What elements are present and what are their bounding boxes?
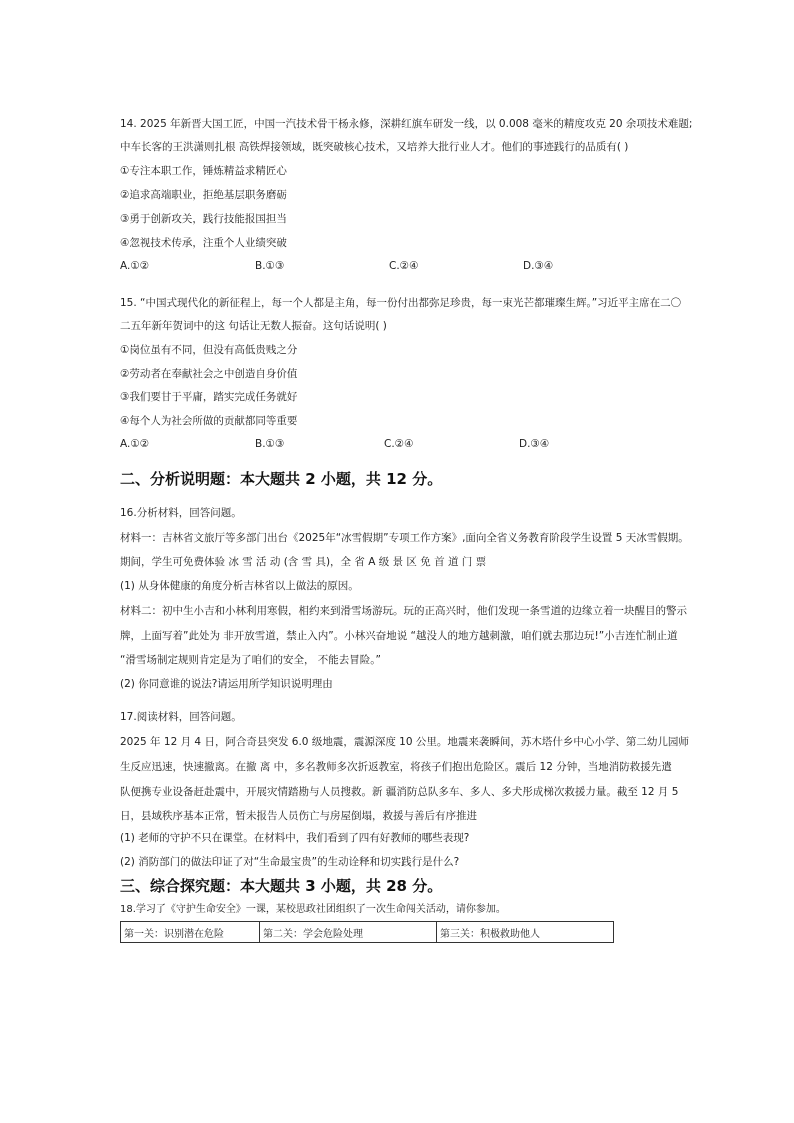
stage-1-cell: 第一关：识别潜在危险 [121,922,260,943]
q17-material-line4: 日，县域秩序基本正常，暂未报告人员伤亡与房屋倒塌，救援与善后有序推进 [120,810,477,822]
q14-item-2: ②追求高端职业，拒绝基层职务磨砺 [120,189,287,201]
section3-heading: 三、综合探究题：本大题共 3 小题，共 28 分。 [120,877,443,895]
q15-item-4: ④每个人为社会所做的贡献都同等重要 [120,415,298,427]
q14-stem-line1: 14. 2025 年新晋大国工匠，中国一汽技术骨干杨永修，深耕红旗车研发一线，以 0.008 毫米的精度攻克 20 余项技术难题; [120,118,693,130]
q14-item-1: ①专注本职工作，锤炼精益求精匠心 [120,165,287,177]
q15-stem-line2: 二五年新年贺词中的这 句话让无数人振奋。这句话说明( ) [120,320,387,332]
q15-option-b[interactable]: B.①③ [255,438,285,450]
q14-stem-line2: 中车长客的王洪潇则扎根 高铁焊接领域，既突破核心技术，又培养大批行业人才。他们的事迹践行的品质有( ) [120,141,629,153]
section2-heading: 二、分析说明题：本大题共 2 小题，共 12 分。 [120,470,443,488]
q15-option-c[interactable]: C.②④ [384,438,414,450]
q16-material1-line2: 期间，学生可免费体验 冰 雪 活 动 (含 雪 具)，全 省 A 级 景 区 免 首 道 门 票 [120,556,487,568]
q14-item-3: ③勇于创新攻关，践行技能报国担当 [120,213,287,225]
q16-material2-line2: 牌，上面写着”此处为 非开放雪道，禁止入内”。小林兴奋地说 “越没人的地方越刺激，咱们就去那边玩!”小吉连忙制止道 [120,630,678,642]
q14-option-a[interactable]: A.①② [120,260,150,272]
stage-2-cell: 第二关：学会危险处理 [260,922,437,943]
q17-material-line3: 队便携专业设备赶赴震中，开展灾情踏勘与人员搜救。新 疆消防总队多车、多人、多犬彤成梯次救援力量。截至 12 月 5 [120,786,679,798]
q17-subquestion-1: (1) 老师的守护不只在课堂。在材料中，我们看到了四有好教师的哪些表现? [120,832,470,844]
q15-option-a[interactable]: A.①② [120,438,150,450]
q15-item-1: ①岗位虽有不同，但没有高低贵贱之分 [120,344,298,356]
q16-subquestion-2: (2) 你同意谁的说法?请运用所学知识说明理由 [120,678,333,690]
stage-3-cell: 第三关：积极救助他人 [437,922,614,943]
q14-item-4: ④忽视技术传承，注重个人业绩突破 [120,237,287,249]
q16-intro: 16.分析材料，回答问题。 [120,507,242,519]
q17-intro: 17.阅读材料，回答问题。 [120,711,242,723]
q17-subquestion-2: (2) 消防部门的做法印证了对“生命最宝贵”的生动诠释和切实践行是什么? [120,856,460,868]
q16-material2-line1: 材料二：初中生小吉和小林利用寒假，相约来到滑雪场游玩。玩的正高兴时，他们发现一条雪道的边缘立着一块醒目的警示 [120,605,687,617]
q16-material1-line1: 材料一：吉林省文旅厅等多部门出台《2025年“冰雪假期”专项工作方案》,面向全省义务教育阶段学生设置 5 天冰雪假期。 [120,532,689,544]
challenge-stage-table [120,921,614,943]
table-row [121,922,614,943]
q15-item-3: ③我们要甘于平庸，踏实完成任务就好 [120,391,298,403]
q18-intro: 18.学习了《守护生命安全》一课，某校思政社团组织了一次生命闯关活动，请你参加。 [120,904,506,915]
q15-stem-line1: 15. “中国式现代化的新征程上，每一个人都是主角，每一份付出都弥足珍贵，每一束光芒都璀璨生辉。”习近平主席在二〇 [120,297,682,309]
q16-subquestion-1: (1) 从身体健康的角度分析吉林省以上做法的原因。 [120,580,359,592]
q15-item-2: ②劳动者在奉献社会之中创造自身价值 [120,368,298,380]
q14-option-d[interactable]: D.③④ [523,260,554,272]
q16-material2-line3: “滑雪场制定规则肯定是为了咱们的安全， 不能去冒险。” [120,654,381,666]
q14-option-c[interactable]: C.②④ [389,260,419,272]
q17-material-line2: 生反应迅速，快速撤离。在撤 离 中，多名教师多次折返教室，将孩子们抱出危险区。震后 12 分钟，当地消防救援先遣 [120,761,672,773]
q15-option-d[interactable]: D.③④ [519,438,550,450]
q14-option-b[interactable]: B.①③ [255,260,285,272]
q17-material-line1: 2025 年 12 月 4 日，阿合奇县突发 6.0 级地震，震源深度 10 公里。地震来袭瞬间，苏木塔什乡中心小学、第二幼儿园师 [120,736,689,748]
